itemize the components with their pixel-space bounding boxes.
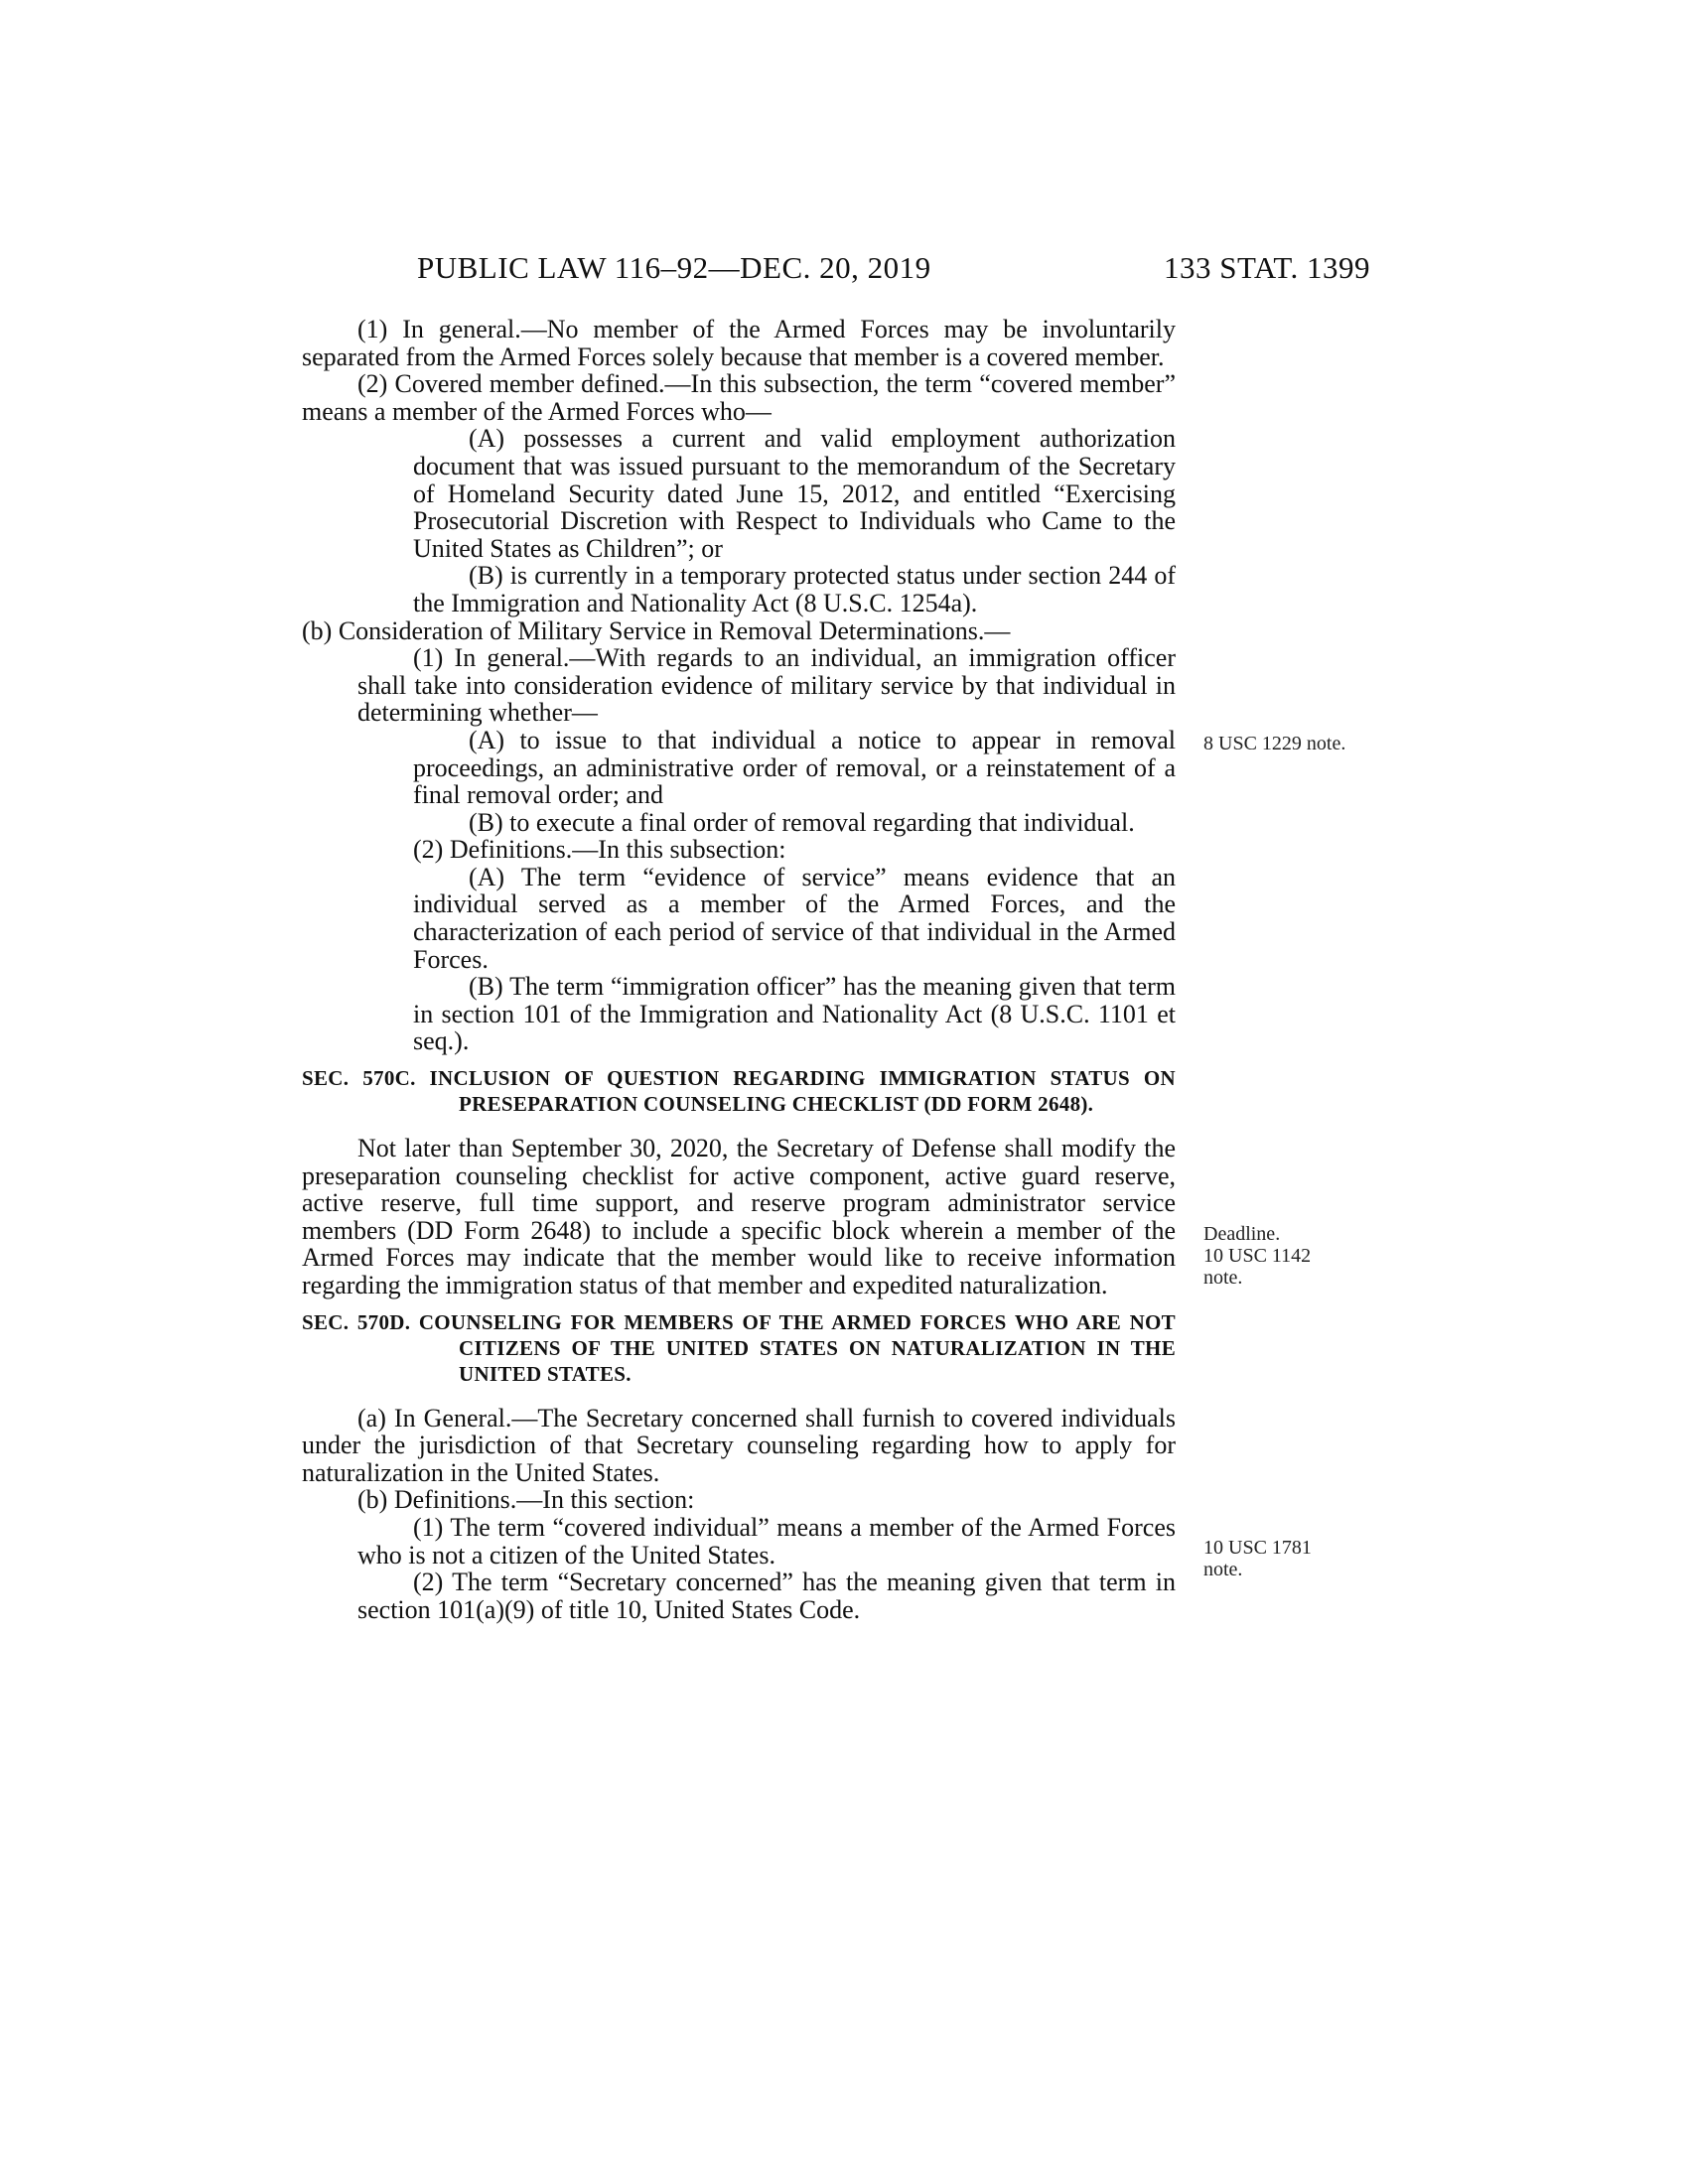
margin-note-text: 8 USC 1229 note. xyxy=(1203,733,1346,754)
margin-note-10-usc-1781 xyxy=(1203,1537,1312,1580)
margin-note-text: note. xyxy=(1203,1559,1243,1580)
paragraph-b2-B: (B) The term “immigration officer” has the meaning given that term in section 101 of the Immigration and Nationality Act (8 U.S.C. 1101 et seq.). xyxy=(413,972,1176,1056)
paragraph-a2-A: (A) possesses a current and valid employment authorization document that was issued pursuant to the memorandum of the Secretary of Homeland Security dated June 15, 2012, and entitled “Exercising Prosecutorial Discretion with Respect to Individuals who Came to the United States as Children”; or xyxy=(413,424,1176,563)
paragraph-a2-covered-member: (2) Covered member defined.—In this subsection, the term “covered member” means a member of the Armed Forces who— xyxy=(302,369,1176,426)
margin-note-text: note. xyxy=(1203,1267,1243,1289)
paragraph-b1-A: (A) to issue to that individual a notice to appear in removal proceedings, an administrative order of removal, or a reinstatement of a final removal order; and xyxy=(413,725,1176,810)
paragraph-b1-in-general: (1) In general.—With regards to an individual, an immigration officer shall take into consideration evidence of military service by that individual in determining whether— xyxy=(357,643,1176,728)
section-570d-b2: (2) The term “Secretary concerned” has the meaning given that term in section 101(a)(9) of title 10, United States Code. xyxy=(357,1568,1176,1624)
paragraph-a1-in-general: (1) In general.—No member of the Armed Forces may be involuntarily separated from the Armed Forces solely because that member is a covered member. xyxy=(302,315,1176,371)
paragraph-b2-A: (A) The term “evidence of service” means evidence that an individual served as a member of the Armed Forces, and the characterization of each period of service of that individual in the Armed Forces. xyxy=(413,862,1176,974)
statute-page-number: 133 STAT. 1399 xyxy=(1163,250,1370,285)
subsection-b-heading: (b) Consideration of Military Service in Removal Determinations.— xyxy=(302,615,1011,645)
body-text xyxy=(302,316,1176,1623)
section-570c-heading: SEC. 570C. INCLUSION OF QUESTION REGARDING IMMIGRATION STATUS ON PRESEPARATION COUNSELING CHECKLIST (DD FORM 2648). xyxy=(302,1066,1176,1117)
paragraph-b1-B: (B) to execute a final order of removal regarding that individual. xyxy=(469,807,1135,837)
margin-note-8-usc-1229 xyxy=(1203,733,1345,754)
public-law-citation: PUBLIC LAW 116–92—DEC. 20, 2019 xyxy=(417,250,931,285)
page-header xyxy=(417,250,1370,290)
section-570c-text: Not later than September 30, 2020, the Secretary of Defense shall modify the preseparation counseling checklist for active component, active guard reserve, active reserve, full time support, and reserve program administrator service members (DD Form 2648) to include a specific block wherein a member of the Armed Forces may indicate that the member would like to receive information regarding the immigration status of that member and expedited naturalization. xyxy=(302,1134,1176,1299)
margin-note-text: 10 USC 1781 xyxy=(1203,1537,1312,1559)
margin-note-text: 10 USC 1142 xyxy=(1203,1245,1312,1267)
margin-note-deadline xyxy=(1203,1223,1311,1289)
paragraph-a2-B: (B) is currently in a temporary protected status under section 244 of the Immigration and Nationality Act (8 U.S.C. 1254a). xyxy=(413,561,1176,617)
margin-note-text: Deadline. xyxy=(1203,1223,1281,1245)
section-570d-heading: SEC. 570D. COUNSELING FOR MEMBERS OF THE ARMED FORCES WHO ARE NOT CITIZENS OF THE UNITED STATES ON NATURALIZATION IN THE UNITED STATES. xyxy=(302,1309,1176,1386)
section-570d-a: (a) In General.—The Secretary concerned shall furnish to covered individuals under the jurisdiction of that Secretary counseling regarding how to apply for naturalization in the United States. xyxy=(302,1403,1176,1487)
paragraph-b2-definitions: (2) Definitions.—In this subsection: xyxy=(413,835,786,865)
section-570d-b1: (1) The term “covered individual” means a member of the Armed Forces who is not a citizen of the United States. xyxy=(357,1512,1176,1570)
section-570d-b: (b) Definitions.—In this section: xyxy=(357,1485,695,1515)
